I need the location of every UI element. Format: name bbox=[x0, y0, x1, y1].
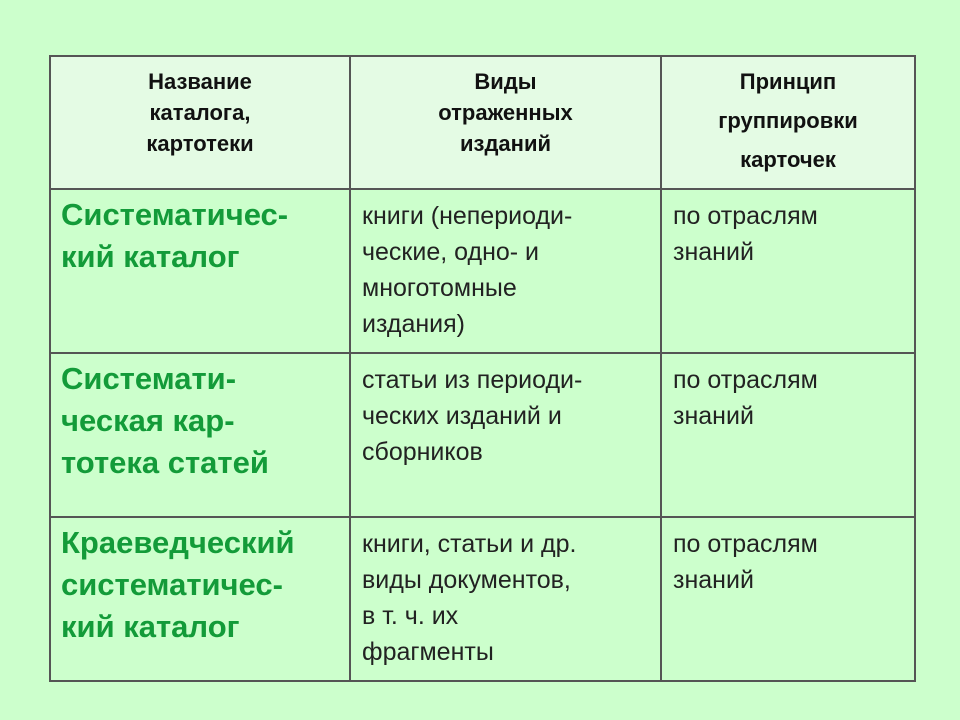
grouping-principle-cell bbox=[661, 189, 915, 353]
header-catalog-name: Название каталога, картотеки bbox=[146, 69, 254, 156]
publication-types-cell bbox=[350, 353, 661, 517]
header-cell-catalog-name bbox=[50, 56, 350, 189]
grouping-principle: по отраслям знаний bbox=[673, 202, 818, 266]
header-row bbox=[50, 56, 915, 189]
header-publication-types: Виды отраженных изданий bbox=[438, 69, 573, 156]
catalog-table bbox=[49, 55, 916, 682]
table-row bbox=[50, 189, 915, 353]
catalog-name-cell bbox=[50, 189, 350, 353]
grouping-principle: по отраслям знаний bbox=[673, 530, 818, 594]
table-row bbox=[50, 353, 915, 517]
catalog-name: Системати- ческая кар- тотека статей bbox=[61, 361, 269, 480]
catalog-name: Краеведческий систематичес- кий каталог bbox=[61, 525, 295, 644]
publication-types: книги, статьи и др. виды документов, в т. ч. их фрагменты bbox=[362, 530, 577, 666]
publication-types-cell bbox=[350, 189, 661, 353]
header-cell-publication-types bbox=[350, 56, 661, 189]
publication-types: статьи из периоди- ческих изданий и сборников bbox=[362, 366, 583, 466]
header-grouping-principle: Принцип группировки карточек bbox=[718, 69, 858, 172]
catalog-name-cell bbox=[50, 517, 350, 681]
header-cell-grouping-principle bbox=[661, 56, 915, 189]
publication-types-cell bbox=[350, 517, 661, 681]
publication-types: книги (непериоди- ческие, одно- и многотомные издания) bbox=[362, 202, 573, 338]
grouping-principle: по отраслям знаний bbox=[673, 366, 818, 430]
catalog-name: Систематичес- кий каталог bbox=[61, 197, 289, 274]
grouping-principle-cell bbox=[661, 353, 915, 517]
catalog-name-cell bbox=[50, 353, 350, 517]
table-row bbox=[50, 517, 915, 681]
grouping-principle-cell bbox=[661, 517, 915, 681]
